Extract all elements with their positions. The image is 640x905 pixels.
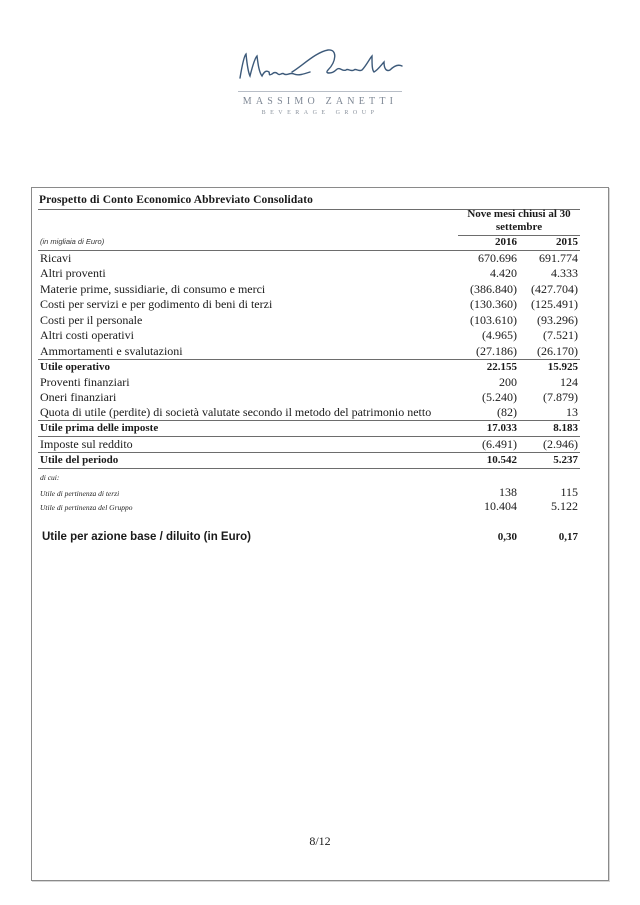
table-row-subtotal	[38, 421, 580, 436]
table-row	[38, 390, 580, 405]
table-row	[38, 282, 580, 297]
row-label: Costi per servizi e per godimento di beni di terzi	[40, 297, 273, 311]
value-2015: (2.946)	[543, 437, 578, 451]
value-2015: 13	[566, 405, 578, 419]
value-2015: 5.237	[553, 454, 578, 466]
table-row-subtotal	[38, 360, 580, 375]
table-row	[38, 251, 580, 266]
table-row	[38, 437, 580, 452]
row-label: Materie prime, sussidiarie, di consumo e merci	[40, 282, 266, 296]
logo-divider	[238, 91, 402, 92]
table-row	[38, 344, 580, 359]
table-row	[38, 405, 580, 420]
unit-note: (in migliaia di Euro)	[40, 237, 105, 246]
row-label: Utile prima delle imposte	[40, 422, 159, 434]
value-2016: 22.155	[486, 361, 517, 373]
year-2016-header: 2016	[495, 236, 517, 248]
row-label: Utile di pertinenza di terzi	[40, 489, 120, 498]
row-label: di cui:	[40, 473, 60, 482]
page-number: 8/12	[309, 834, 331, 848]
table-row-eps	[38, 530, 580, 545]
value-2016: (5.240)	[482, 390, 517, 404]
row-label: Altri costi operativi	[40, 328, 134, 342]
value-2016: (6.491)	[482, 437, 517, 451]
period-header	[458, 208, 580, 234]
value-2016: 17.033	[486, 422, 517, 434]
row-label: Quota di utile (perdite) di società valutate secondo il metodo del patrimonio netto	[40, 405, 432, 419]
period-header-line1: Nove mesi chiusi al 30	[467, 208, 571, 220]
value-2015: 8.183	[553, 422, 578, 434]
table-row-total	[38, 453, 580, 468]
row-label: Utile per azione base / diluito (in Euro)	[42, 531, 251, 543]
value-2015: (125.491)	[531, 297, 578, 311]
value-2016: (27.186)	[476, 344, 517, 358]
value-2016: 138	[499, 485, 517, 499]
value-2016: (386.840)	[470, 282, 517, 296]
table-row	[38, 266, 580, 281]
table-row	[38, 328, 580, 343]
value-2015: (26.170)	[537, 344, 578, 358]
table-row	[38, 297, 580, 312]
value-2015: (7.879)	[543, 390, 578, 404]
value-2015: 0,17	[558, 531, 578, 543]
table-row	[38, 499, 580, 514]
row-label: Utile di pertinenza del Gruppo	[40, 503, 133, 512]
row-label: Imposte sul reddito	[40, 437, 133, 451]
table-row-note	[38, 470, 580, 485]
value-2016: 10.404	[484, 499, 517, 513]
value-2016: (103.610)	[470, 313, 517, 327]
value-2016: 670.696	[478, 251, 517, 265]
value-2016: (130.360)	[470, 297, 517, 311]
company-logo	[232, 44, 408, 124]
value-2015: 4.333	[551, 266, 578, 280]
row-label: Costi per il personale	[40, 313, 143, 327]
statement-title: Prospetto di Conto Economico Abbreviato Consolidato	[39, 194, 313, 206]
value-2016: 200	[499, 375, 517, 389]
value-2015: (93.296)	[537, 313, 578, 327]
table-row	[38, 485, 580, 500]
value-2015: 15.925	[547, 361, 578, 373]
table-row	[38, 375, 580, 390]
value-2015: 115	[560, 485, 578, 499]
signature-icon	[232, 44, 408, 90]
value-2015: 124	[560, 375, 578, 389]
value-2015: (427.704)	[531, 282, 578, 296]
value-2016: (4.965)	[482, 328, 517, 342]
row-label: Oneri finanziari	[40, 390, 117, 404]
row-label: Utile operativo	[40, 361, 110, 373]
year-2015-header: 2015	[556, 236, 578, 248]
table-row	[38, 313, 580, 328]
logo-company-subtitle: BEVERAGE GROUP	[261, 110, 379, 116]
row-label: Ammortamenti e svalutazioni	[40, 344, 183, 358]
value-2015: 691.774	[539, 251, 578, 265]
row-label: Utile del periodo	[40, 454, 119, 466]
value-2016: 4.420	[490, 266, 517, 280]
value-2016: (82)	[497, 405, 517, 419]
value-2015: 5.122	[551, 499, 578, 513]
value-2015: (7.521)	[543, 328, 578, 342]
row-label: Proventi finanziari	[40, 375, 130, 389]
period-header-line2: settembre	[495, 221, 543, 233]
row-label: Altri proventi	[40, 266, 106, 280]
logo-company-name: MASSIMO ZANETTI	[242, 96, 398, 107]
total-rule	[38, 468, 580, 469]
row-label: Ricavi	[40, 251, 72, 265]
value-2016: 0,30	[497, 531, 517, 543]
value-2016: 10.542	[486, 454, 517, 466]
